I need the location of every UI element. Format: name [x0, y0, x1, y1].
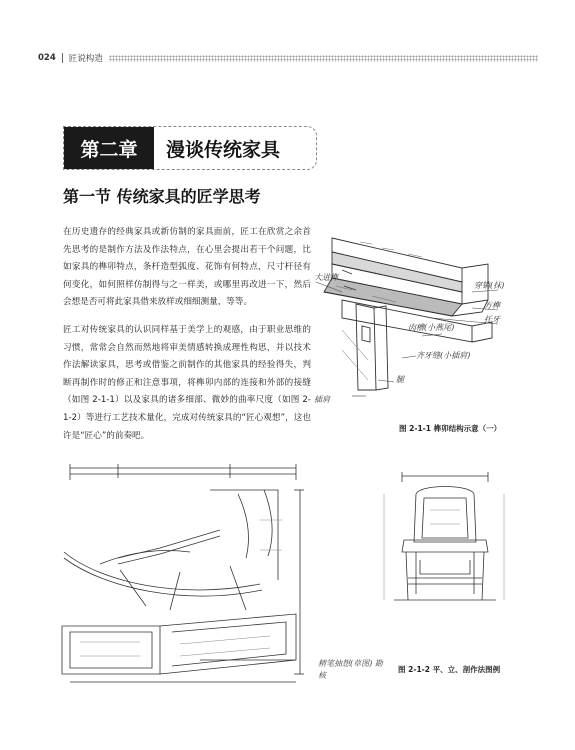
body-paragraph-2: 匠工对传统家具的认识同样基于美学上的观感，由于职业思维的习惯，常常会自然而然地将审美情感转换成理性构思，并以技术作法解读家具，思考或借鉴之前制作的其他家具的经验得失，判断再制作时的修正和注意事项，将榫卯内部的连接和外部的接缝（如图 2-1-1）以及家具的诸多细部、微妙的曲率尺度（如图 2-1-2）等进行工艺技术量化，完成对传统家具的“匠心观想”，这也许是“匠心”的前奏吧。 [63, 325, 311, 441]
section-title: 第一节 传统家具的匠学思考 [63, 187, 261, 206]
section-name: 匠说构造 [68, 54, 103, 64]
label-cha-jian: 插肩 [314, 395, 330, 404]
chapter-heading [63, 126, 317, 170]
label-fang-sun: 方榫 [484, 301, 500, 310]
header-divider [62, 53, 63, 63]
label-tui: 腿 [396, 375, 404, 384]
label-tuo-ya: 托牙 [484, 315, 500, 324]
chapter-title: 漫谈传统家具 [166, 138, 281, 161]
handwritten-note: 精笔抽想(草图) 勘核 [318, 659, 383, 680]
label-chuan-xiao: 穿销(抹) [474, 281, 505, 290]
body-paragraph-1: 在历史遗存的经典家具或新仿制的家具面前，匠工在欣赏之余首先思考的是制作方法及作法特点，在心里会提出若干个问题，比如家具的榫卯特点，条杆造型弧度、花饰有何特点，尺寸杆径有何变化，如何照样仿制得与之一样美，或哪里再改进一下，然后会想是否可将此家具借来放样或细细测量，等等。 [63, 227, 311, 308]
page-number: 024 [38, 53, 56, 63]
chair-elevation-drawing [60, 460, 304, 688]
figure-1-caption: 图 2-1-1 榫卯结构示意（一） [399, 424, 502, 433]
label-rou-cao: 肉槽(小燕尾) [408, 323, 455, 332]
figure-2-caption: 图 2-1-2 平、立、剖作法图例 [398, 665, 501, 674]
chapter-number: 第二章 [64, 127, 154, 169]
joinery-sketch [312, 230, 518, 406]
chair-front-drawing [380, 470, 510, 610]
label-da-jin-sun: 大进榫 [314, 273, 338, 282]
label-qi-ya-feng: 齐牙缝(小插肩) [416, 351, 471, 360]
header-dot-rule [109, 55, 538, 62]
running-header [38, 52, 538, 64]
